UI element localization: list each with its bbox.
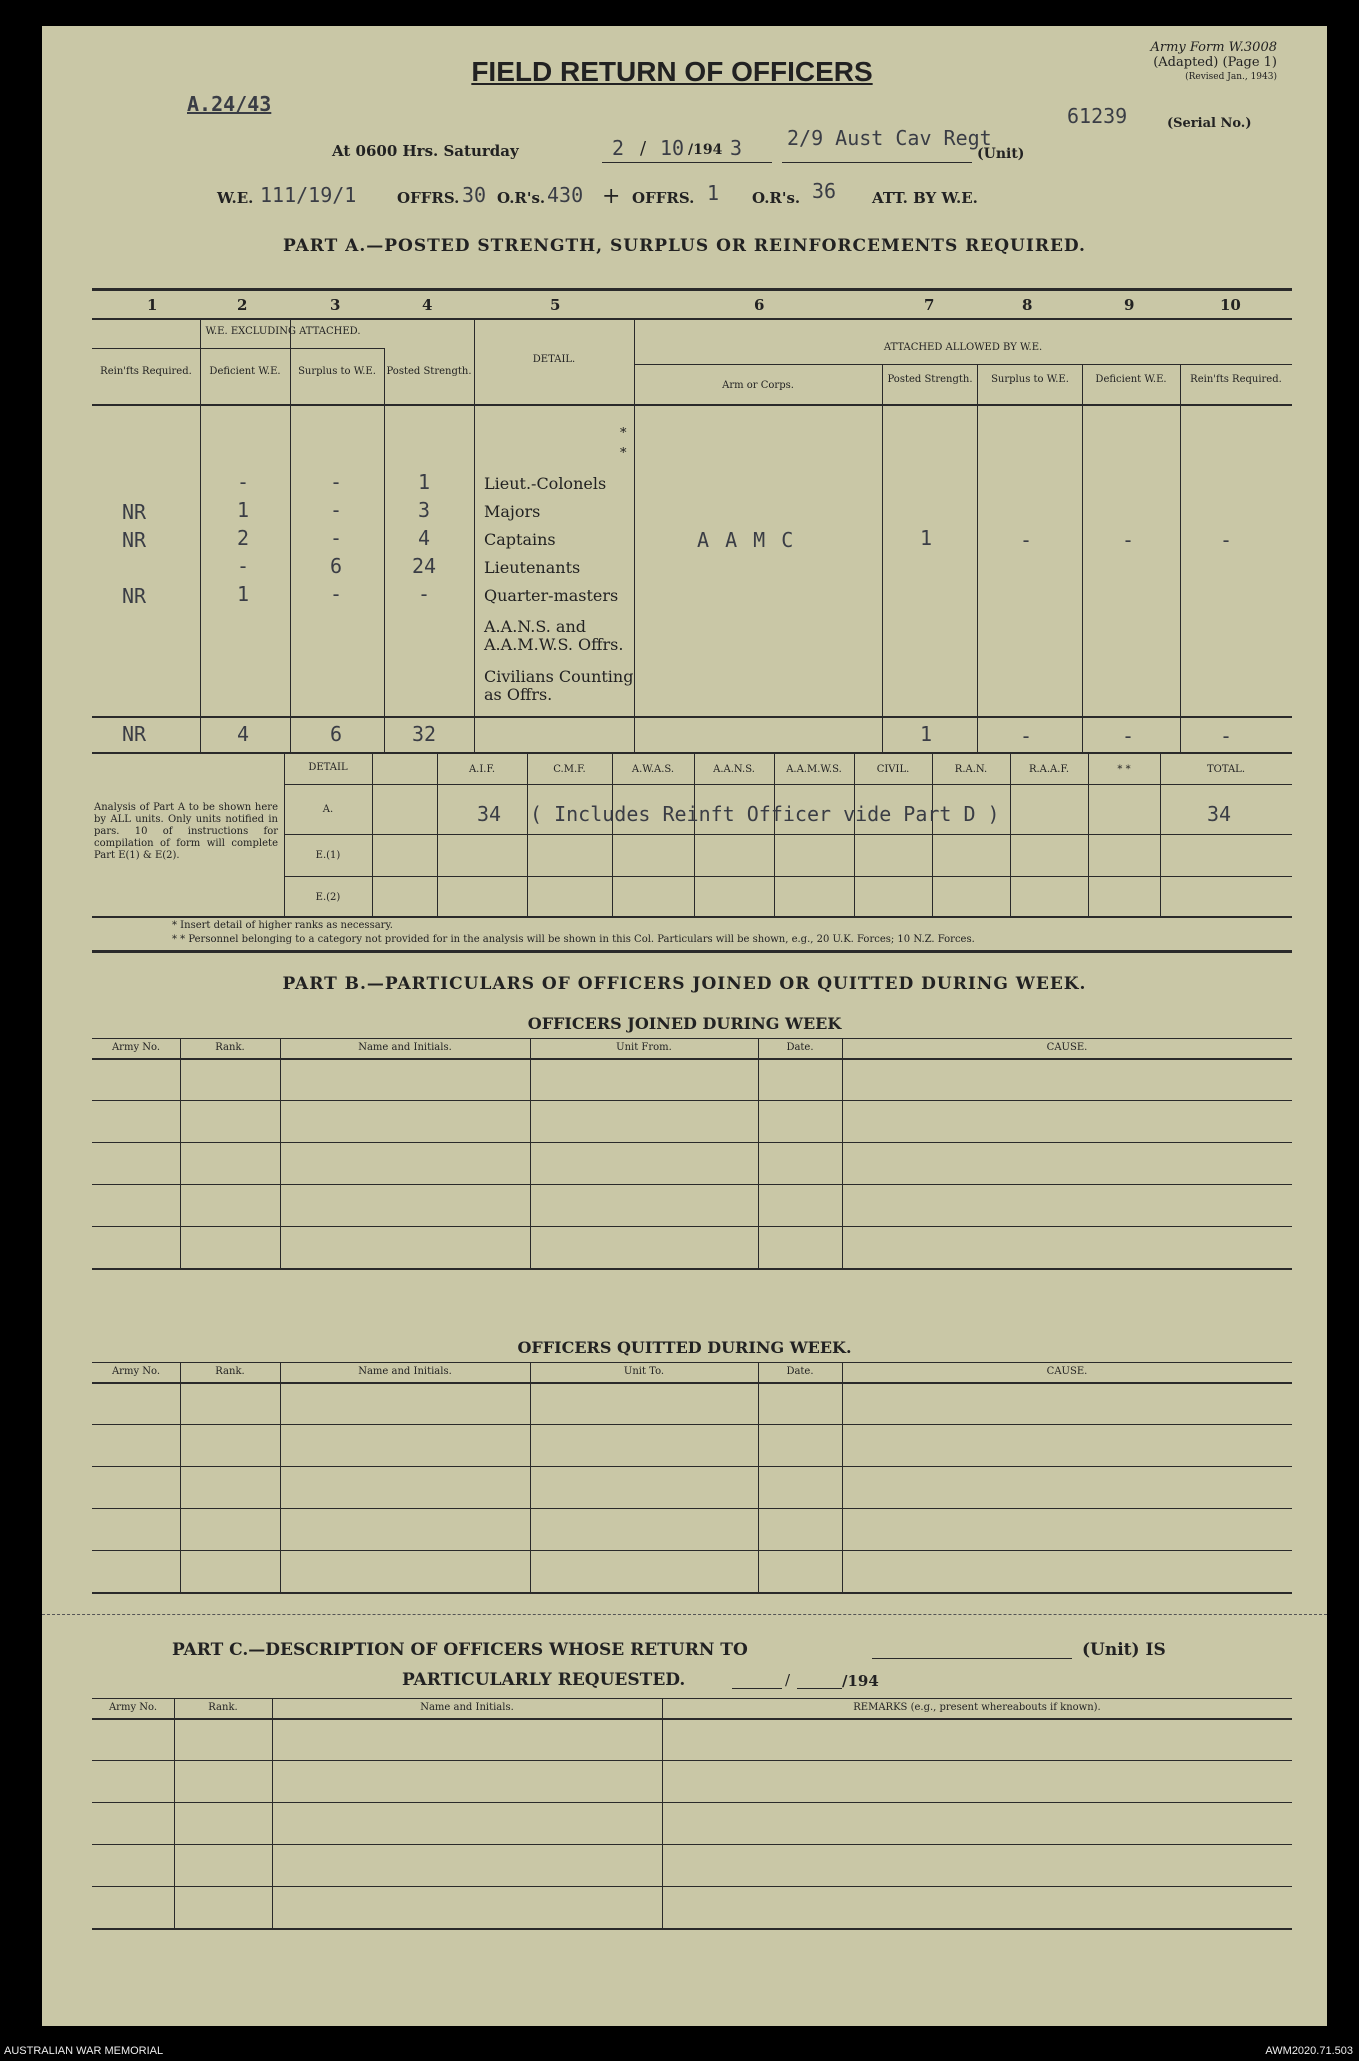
total-att-deficient: - [1122,724,1135,748]
rank-captains: Captains [484,530,556,549]
part-c-date: /194 [842,1672,879,1690]
footnote-1: * Insert detail of higher ranks as necessary. [172,920,393,931]
rank-lieutenants: Lieutenants [484,558,581,577]
row4-surplus: 6 [330,554,343,578]
joined-col-rank: Rank. [215,1042,245,1053]
analysis-col-aans: A.A.N.S. [713,764,755,775]
analysis-col-aif: A.I.F. [468,764,496,775]
quitted-col-cause: CAUSE. [1046,1366,1088,1377]
total-posted: 32 [412,722,437,746]
quitted-col-name: Name and Initials. [358,1366,452,1377]
plus-sign: + [602,184,621,209]
footnote-2: * * Personnel belonging to a category not provided for in the analysis will be shown in this Col. Particulars will be shown, e.g., 20 U.K. Forces; 10 N.Z. Forces. [172,934,975,945]
analysis-row-e1: E.(1) [315,850,341,861]
ors2-label: O.R's. [752,189,801,207]
quitted-heading: OFFICERS QUITTED DURING WEEK. [517,1338,852,1357]
quitted-col-date: Date. [786,1366,814,1377]
ors-value: 430 [547,183,584,207]
form-title: FIELD RETURN OF OFFICERS [471,56,873,87]
analysis-detail-header: DETAIL [308,762,348,773]
we-value: 111/19/1 [260,183,357,207]
quitted-col-army-no: Army No. [111,1366,161,1377]
date-month: 10 [660,136,685,160]
analysis-aif-value: 34 [477,802,502,826]
row5-surplus: - [330,582,343,606]
joined-col-name: Name and Initials. [358,1042,452,1053]
rank-civilians: Civilians Counting as Offrs. [484,667,634,704]
part-b-heading: PART B.—PARTICULARS OF OFFICERS JOINED OR QUITTED DURING WEEK. [282,974,1087,994]
rank-majors: Majors [484,502,541,521]
analysis-col-awas: A.W.A.S. [631,764,675,775]
form-revised: (Revised Jan., 1943) [1185,72,1277,82]
analysis-col-total: TOTAL. [1206,764,1246,775]
at-hours-label: At 0600 Hrs. Saturday [332,142,519,160]
row2-deficient: 1 [237,498,250,522]
part-c-unit-label: (Unit) IS [1082,1640,1166,1660]
date-year-prefix: /194 [688,142,723,158]
hdr-arm-or-corps: Arm or Corps. [722,380,794,391]
star-marker-2: * [620,446,627,461]
analysis-col-cmf: C.M.F. [553,764,586,775]
row3-posted: 4 [418,526,431,550]
analysis-total-value: 34 [1207,802,1232,826]
col-number-5: 5 [550,296,561,314]
row5-reinf: NR [122,584,147,608]
part-c-heading-2: PARTICULARLY REQUESTED. [402,1670,686,1690]
col-number-9: 9 [1124,296,1135,314]
attached-posted: 1 [920,526,933,550]
we-excluding-header: W.E. EXCLUDING ATTACHED. [205,326,361,337]
hdr-posted-strength: Posted Strength. [386,366,472,377]
offrs2-value: 1 [707,181,720,205]
analysis-col-other: * * [1117,764,1131,775]
hdr-att-posted-strength: Posted Strength. [887,374,973,385]
attached-allowed-header: ATTACHED ALLOWED BY W.E. [883,342,1043,353]
col-number-10: 10 [1220,296,1241,314]
star-marker-1: * [620,426,627,441]
row1-deficient: - [237,470,250,494]
unit-name: 2/9 Aust Cav Regt [787,126,992,150]
row2-surplus: - [330,498,343,522]
detail-header: DETAIL. [532,354,576,365]
analysis-col-ran: R.A.N. [954,764,988,775]
row5-posted: - [418,582,431,606]
attached-deficient: - [1122,528,1135,552]
total-deficient: 4 [237,722,250,746]
offrs-label: OFFRS. [397,189,460,207]
total-att-reinf: - [1220,724,1233,748]
att-label: ATT. BY W.E. [872,189,978,207]
analysis-note: Analysis of Part A to be shown here by ALL units. Only units notified in pars. 10 of instructions for compilation of form will complete Part E(1) & E(2). [94,802,278,861]
col-number-6: 6 [754,296,765,314]
analysis-col-aamws: A.A.M.W.S. [786,764,842,775]
hdr-deficient-we: Deficient W.E. [209,366,281,377]
attached-surplus: - [1020,528,1033,552]
attached-arm-corps: A A M C [697,528,796,552]
col-number-7: 7 [924,296,935,314]
col-number-2: 2 [237,296,248,314]
col-number-8: 8 [1022,296,1033,314]
row2-reinf: NR [122,500,147,524]
file-reference: A.24/43 [187,92,272,116]
rank-lieut-colonels: Lieut.-Colonels [484,474,607,493]
row3-deficient: 2 [237,526,250,550]
form-name: Army Form W.3008 [1150,40,1277,55]
ors2-value: 36 [812,179,837,203]
ors-label: O.R's. [497,189,546,207]
part-c-col-name: Name and Initials. [420,1702,514,1713]
joined-col-unit-from: Unit From. [616,1042,672,1053]
col-number-4: 4 [422,296,433,314]
date-year-digit: 3 [730,136,743,160]
form-adapted: (Adapted) (Page 1) [1153,55,1277,70]
serial-number: 61239 [1067,104,1128,128]
archive-label: AUSTRALIAN WAR MEMORIAL [4,2045,164,2057]
tear-line [42,1614,1327,1615]
total-att-posted: 1 [920,722,933,746]
total-reinf: NR [122,722,147,746]
analysis-col-raaf: R.A.A.F. [1028,764,1070,775]
row5-deficient: 1 [237,582,250,606]
offrs2-label: OFFRS. [632,189,695,207]
row1-posted: 1 [418,470,431,494]
row2-posted: 3 [418,498,431,522]
quitted-col-unit-to: Unit To. [623,1366,665,1377]
row3-reinf: NR [122,528,147,552]
analysis-typed-note: ( Includes Reinft Officer vide Part D ) [530,802,1000,826]
row3-surplus: - [330,526,343,550]
hdr-att-deficient: Deficient W.E. [1095,374,1167,385]
part-c-col-rank: Rank. [208,1702,238,1713]
serial-label: (Serial No.) [1167,116,1252,131]
unit-label: (Unit) [977,146,1025,162]
joined-heading: OFFICERS JOINED DURING WEEK [527,1014,842,1033]
part-a-heading: PART A.—POSTED STRENGTH, SURPLUS OR REINFORCEMENTS REQUIRED. [283,236,1086,256]
joined-col-date: Date. [786,1042,814,1053]
analysis-col-civil: CIVIL. [876,764,910,775]
archive-reference: AWM2020.71.503 [1265,2045,1353,2057]
offrs-value: 30 [462,183,487,207]
hdr-surplus-we: Surplus to W.E. [298,366,376,377]
row4-posted: 24 [412,554,437,578]
date-day: 2 [612,136,625,160]
we-label: W.E. [217,189,254,207]
rank-quarter-masters: Quarter-masters [484,586,619,605]
hdr-att-reinfts: Rein'fts Required. [1190,374,1282,385]
hdr-att-surplus: Surplus to W.E. [991,374,1069,385]
total-att-surplus: - [1020,724,1033,748]
rank-aans-aamws: A.A.N.S. and A.A.M.W.S. Offrs. [484,617,624,654]
quitted-col-rank: Rank. [215,1366,245,1377]
form-reference [1097,40,1277,85]
col-number-1: 1 [147,296,158,314]
analysis-row-a: A. [322,804,334,815]
part-c-col-army-no: Army No. [108,1702,158,1713]
hdr-reinfts-required: Rein'fts Required. [100,366,192,377]
form-paper: A.24/43 FIELD RETURN OF OFFICERS Army Form W.3008 (Adapted) (Page 1) (Revised Jan., 1943) 61239 (Serial No.) At 0600 Hrs. Saturday 2 / 10 /194 3 2/9 Aust Cav Regt (Unit) W.E. 111/19/1 OFFRS. 30 O.R's. 430 + OFFRS. 1 O.R's. 36 ATT. BY W.E. PART A.—POSTED STRENGTH, SURPLUS OR REINFORCEMENTS REQUIRED. 1 2 3 4 5 6 7 8 9 10 W.E. EXCLUDING ATTACHED. DETAIL. ATTACHED ALLOWED BY W.E. Rein'fts Required. Deficient W.E. Surplus to W.E. Posted Strength. Arm or Corps. Posted Strength. Surplus to W.E. Deficient W.E. Rein'fts Required. * * Lieut.-Colonels Majors Captains Lieutenants Quarter-masters A.A.N.S. and A.A.M.W.S. Offrs. Civilians Counting as Offrs. - - 1 NR 1 - 3 NR 2 - 4 - 6 24 NR 1 - - A A M C 1 - - - NR 4 6 32 1 - - - Analysis of Part A to be shown here by ALL units. Only units notified in pars. 10 of instructions for compilation of form will complete Part E(1) & E(2). DETAIL A.I.F. C.M.F. A.W.A.S. A.A.N.S. A.A.M.W.S. CIVIL. R.A.N. R.A.A.F. * * TOTAL. A. E.(1) E.(2) 34 ( Includes Reinft Officer vide Part D ) 34 * Insert detail of higher ranks as necessary. * * Personnel belonging to a category not provided for in the analysis will be shown in this Col. Particulars will be shown, e.g., 20 U.K. Forces; 10 N.Z. Forces. PART B.—PARTICULARS OF OFFICERS JOINED OR QUITTED DURING WEEK. OFFICERS JOINED DURING WEEK Army No. Rank. Name and Initials. Unit From. Date. CAUSE. OFFICERS QUITTED DURING WEEK. Army No. Rank. Name and Initials. Unit To. Date. CAUSE. PART C.—DESCRIPTION OF OFFICERS WHOSE RETURN TO (Unit) IS PARTICULARLY REQUESTED. / /194 Army No. Rank. Name and Initials. REMARKS (e.g., present whereabouts if known). [42,26,1327,2026]
joined-col-army-no: Army No. [111,1042,161,1053]
analysis-row-e2: E.(2) [315,892,341,903]
part-c-heading: PART C.—DESCRIPTION OF OFFICERS WHOSE RETURN TO [172,1640,748,1660]
joined-col-cause: CAUSE. [1046,1042,1088,1053]
row1-surplus: - [330,470,343,494]
row4-deficient: - [237,554,250,578]
col-number-3: 3 [330,296,341,314]
attached-reinf: - [1220,528,1233,552]
part-c-col-remarks: REMARKS (e.g., present whereabouts if known). [853,1702,1101,1713]
total-surplus: 6 [330,722,343,746]
